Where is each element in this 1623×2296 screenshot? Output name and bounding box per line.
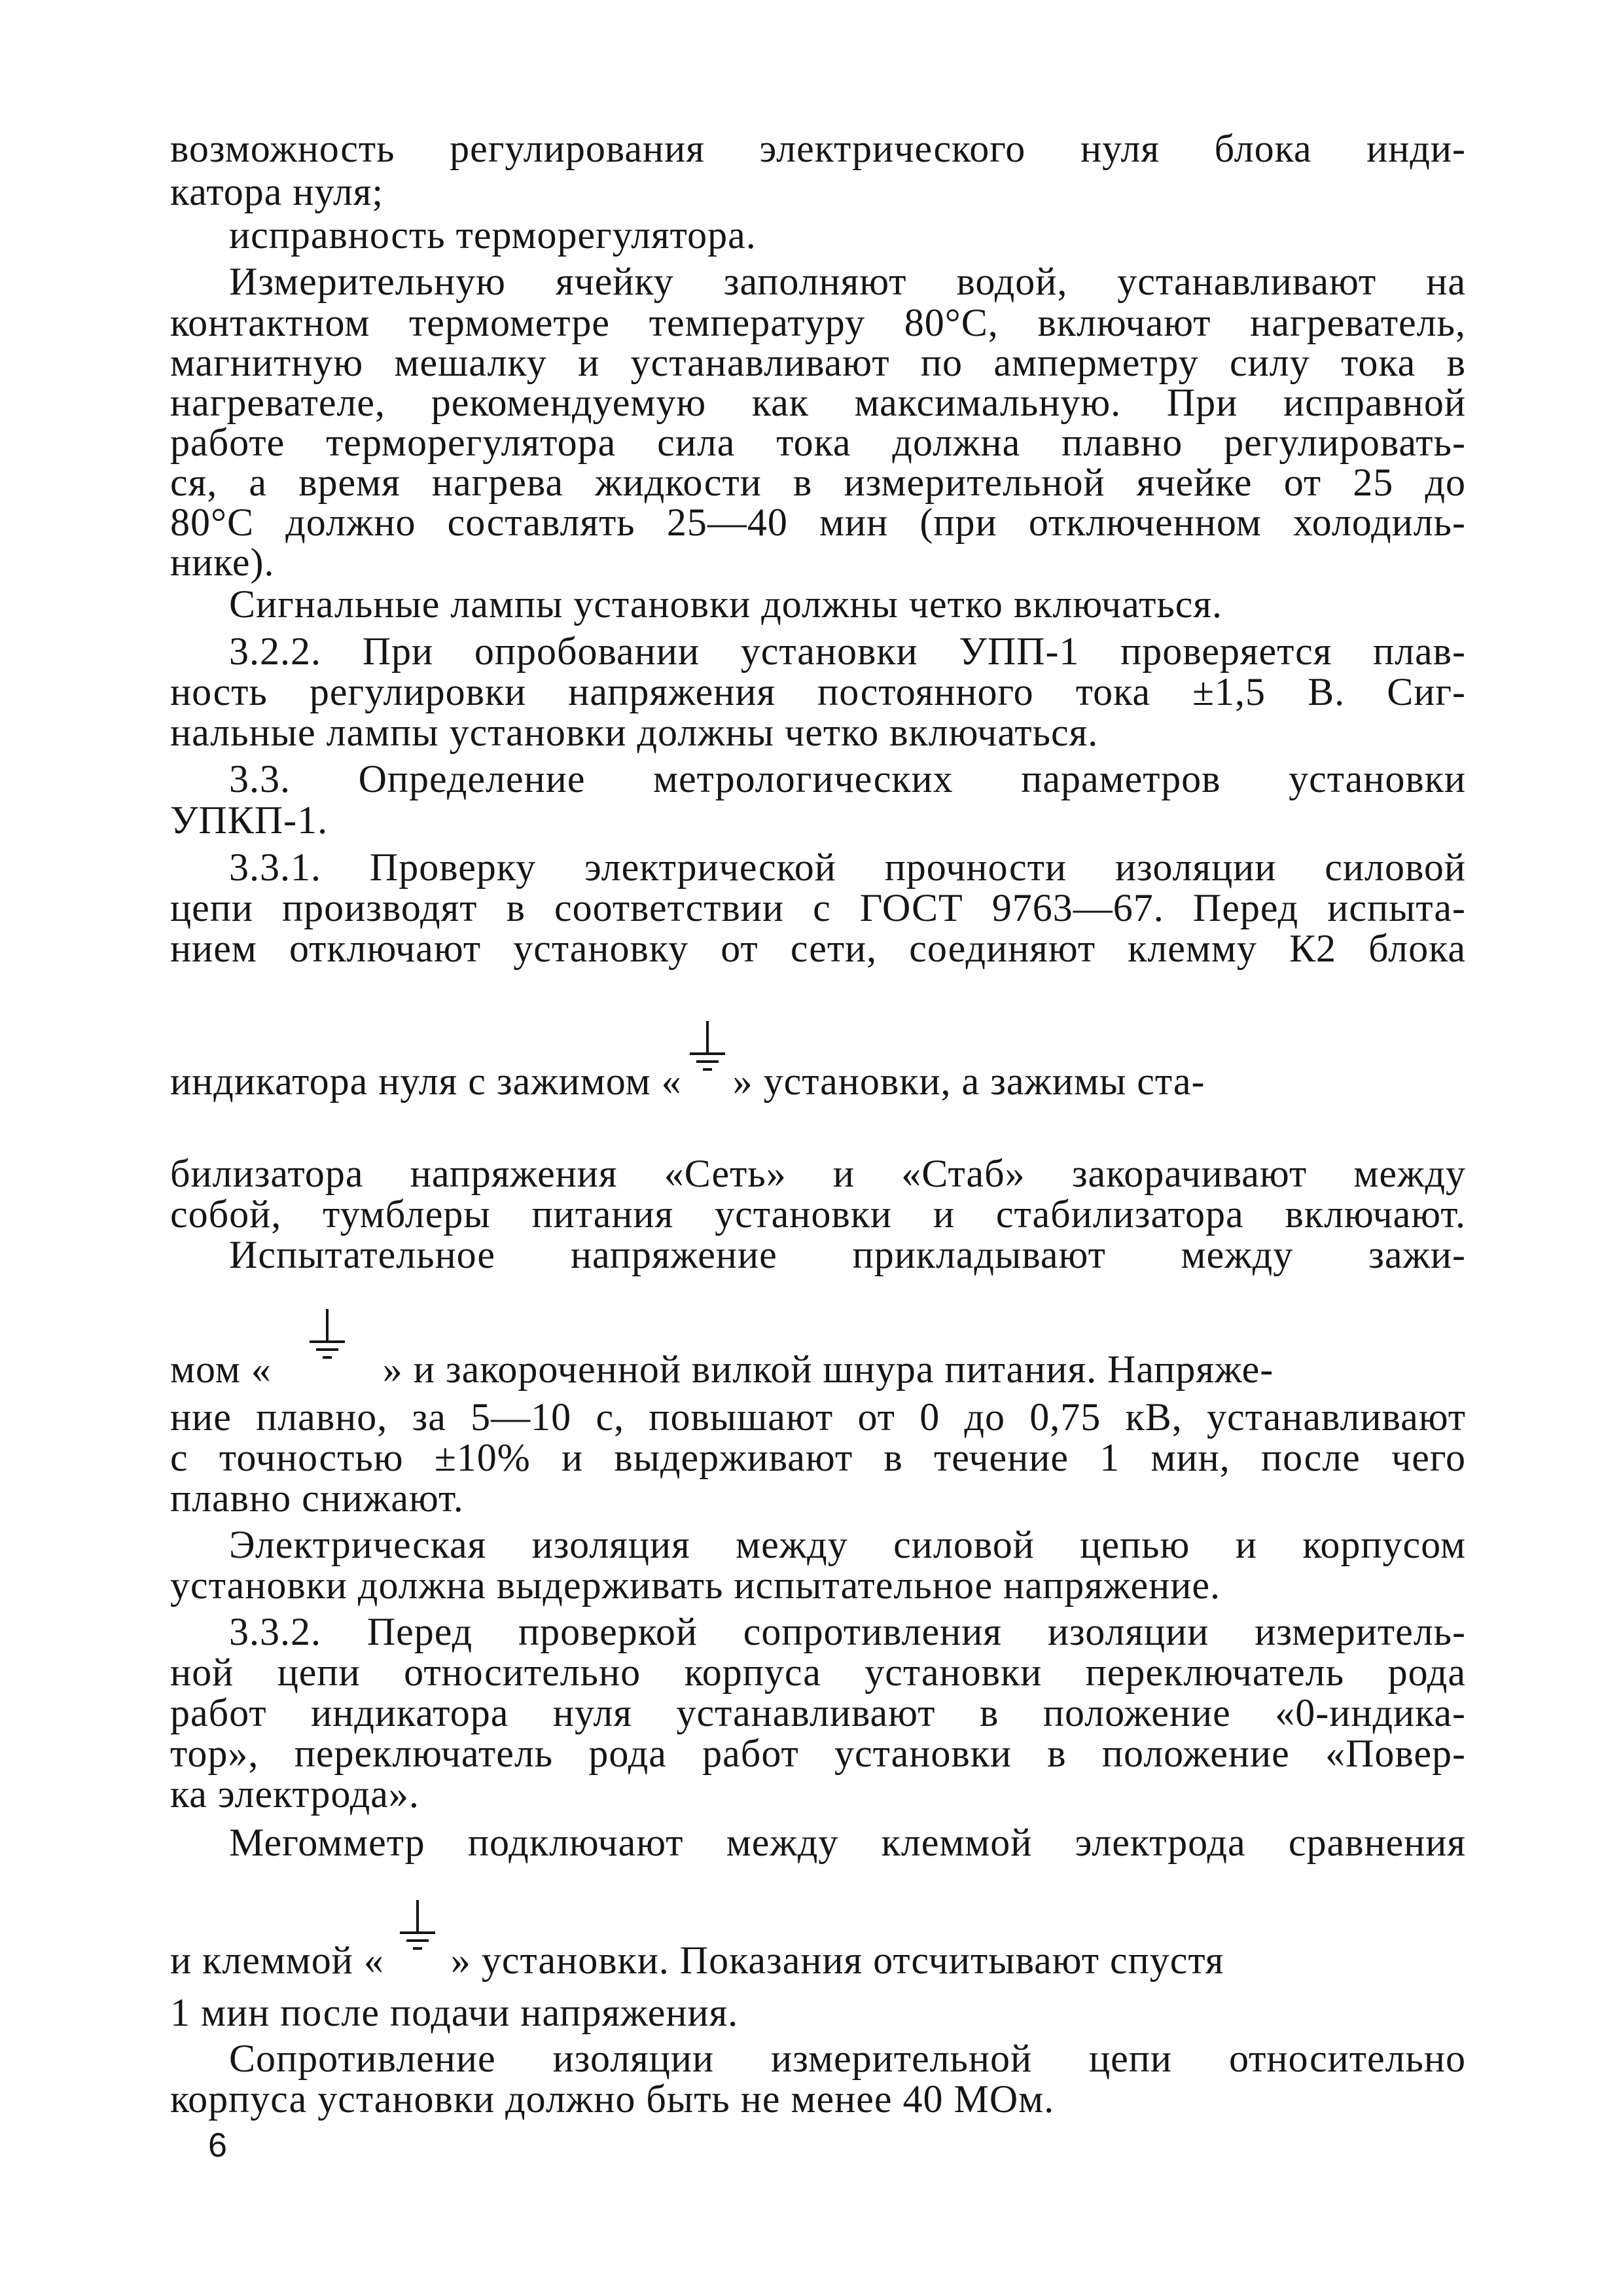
text-line: исправность терморегулятора.	[229, 213, 757, 257]
section-heading-line: 3.3. Определение метрологических параметров установки	[229, 757, 1466, 800]
text-line: ние плавно, за 5—10 с, повышают от 0 до 0,75 кВ, устанавливают	[170, 1395, 1466, 1439]
text-line: нагревателе, рекомендуемую как максимальную. При исправной	[170, 381, 1466, 424]
text-line: Измерительную ячейку заполняют водой, устанавливают на	[229, 260, 1466, 303]
text-fragment: » и закороченной вилкой шнура питания. Напряже-	[382, 1348, 1274, 1391]
text-fragment: мом «	[170, 1348, 272, 1391]
text-line: с точностью ±10% и выдерживают в течение 1 мин, после чего	[170, 1436, 1466, 1479]
ground-symbol-icon	[304, 1323, 350, 1389]
text-line: билизатора напряжения «Сеть» и «Стаб» закорачивают между	[170, 1152, 1466, 1195]
text-fragment: » установки, а зажимы ста-	[732, 1060, 1205, 1103]
text-line: 3.3.2. Перед проверкой сопротивления изоляции измеритель-	[229, 1610, 1466, 1653]
text-line: ность регулировки напряжения постоянного тока ±1,5 В. Сиг-	[170, 670, 1466, 713]
text-line-with-ground-symbol	[170, 1323, 1466, 1392]
text-line: ся, а время нагрева жидкости в измерительной ячейке от 25 до	[170, 461, 1466, 504]
text-line: 80°С должно составлять 25—40 мин (при отключенном холодиль-	[170, 501, 1466, 544]
text-line: контактном термометре температуру 80°С, включают нагреватель,	[170, 301, 1466, 344]
ground-symbol-icon	[685, 1035, 730, 1101]
text-line: Испытательное напряжение прикладывают между зажи-	[229, 1233, 1466, 1276]
text-line: корпуса установки должно быть не менее 40 МОм.	[170, 2077, 1055, 2121]
text-line-with-ground-symbol	[170, 1035, 1466, 1104]
text-line: 3.2.2. При опробовании установки УПП-1 проверяется плав-	[229, 630, 1466, 673]
text-line: Мегомметр подключают между клеммой электрода сравнения	[229, 1821, 1466, 1864]
page-number: 6	[208, 2126, 227, 2164]
text-fragment: и клеммой «	[170, 1939, 384, 1982]
text-line: катора нуля;	[170, 170, 384, 213]
text-line: возможность регулирования электрического нуля блока инди-	[170, 127, 1466, 170]
text-line: установки должна выдерживать испытательное напряжение.	[170, 1564, 1221, 1607]
text-line: ка электрода».	[170, 1772, 419, 1816]
text-line: нальные лампы установки должны четко включаться.	[170, 711, 1099, 754]
text-line-with-ground-symbol	[170, 1914, 1466, 1983]
text-line: магнитную мешалку и устанавливают по амперметру силу тока в	[170, 341, 1466, 384]
text-line: работ индикатора нуля устанавливают в положение «0-индика-	[170, 1691, 1466, 1734]
text-line: тор», переключатель рода работ установки в положение «Повер-	[170, 1732, 1466, 1775]
text-line: работе терморегулятора сила тока должна плавно регулировать-	[170, 421, 1466, 464]
ground-symbol-icon	[395, 1914, 440, 1980]
text-line: 1 мин после подачи напряжения.	[170, 1991, 739, 2034]
text-line: нием отключают установку от сети, соединяют клемму К2 блока	[170, 927, 1466, 970]
text-line: Сопротивление изоляции измерительной цепи относительно	[229, 2037, 1466, 2080]
text-line: плавно снижают.	[170, 1477, 464, 1520]
text-line: Сигнальные лампы установки должны четко включаться.	[229, 583, 1222, 626]
text-line: цепи производят в соответствии с ГОСТ 9763—67. Перед испыта-	[170, 886, 1466, 929]
section-heading-line: УПКП-1.	[170, 798, 329, 842]
text-line: нике).	[170, 541, 275, 584]
text-fragment: » установки. Показания отсчитывают спустя	[450, 1939, 1224, 1982]
text-line: Электрическая изоляция между силовой цепью и корпусом	[229, 1523, 1466, 1566]
text-line: ной цепи относительно корпуса установки переключатель рода	[170, 1651, 1466, 1694]
text-line: 3.3.1. Проверку электрической прочности изоляции силовой	[229, 846, 1466, 889]
text-fragment: индикатора нуля с зажимом «	[170, 1060, 682, 1103]
text-line: собой, тумблеры питания установки и стабилизатора включают.	[170, 1193, 1466, 1236]
